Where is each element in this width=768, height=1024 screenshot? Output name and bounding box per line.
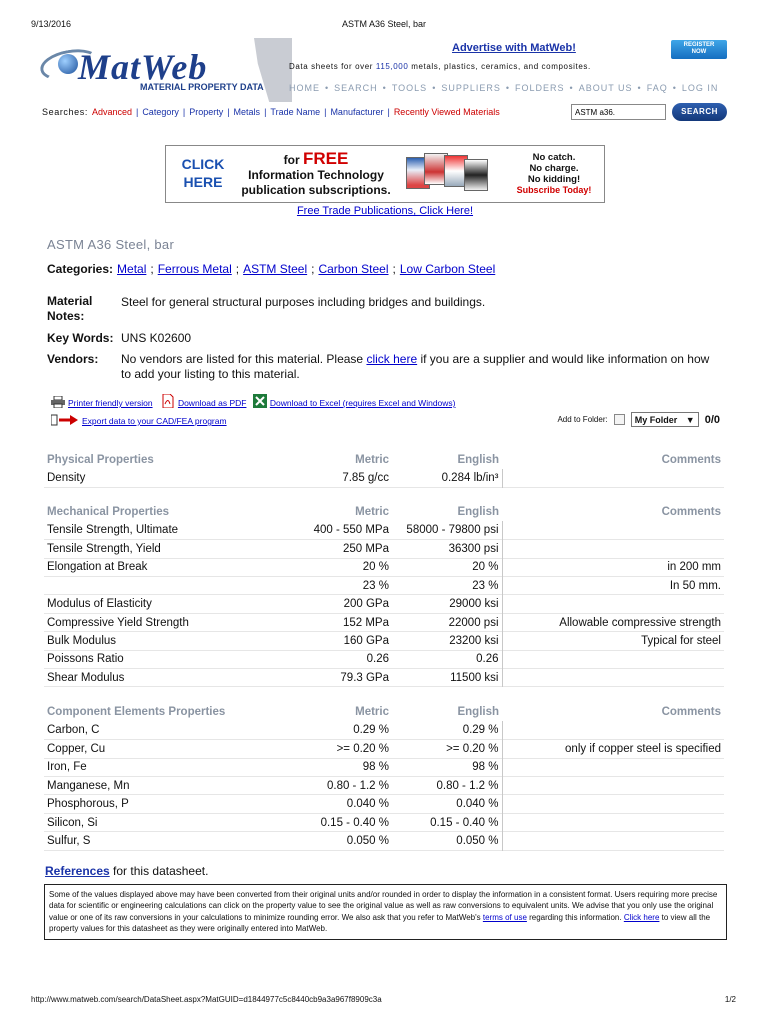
metric-value-cell[interactable]: 152 MPa	[342, 616, 389, 629]
col-property: Component Elements Properties	[47, 706, 226, 719]
metric-value-cell[interactable]: 400 - 550 MPa	[249, 521, 392, 539]
mechanical-properties-table	[44, 503, 724, 687]
recently-viewed-link[interactable]: Recently Viewed Materials	[393, 107, 500, 117]
table-header-row	[44, 503, 724, 521]
notes-label-2: Notes:	[47, 309, 85, 323]
property-name-cell: Silicon, Si	[47, 816, 98, 829]
property-name-cell: Bulk Modulus	[44, 632, 249, 650]
english-value-cell[interactable]: 0.26	[392, 650, 502, 668]
english-value-cell[interactable]: 29000 ksi	[392, 595, 502, 613]
view-original-values-link[interactable]: Click here	[623, 912, 660, 922]
excel-icon[interactable]	[253, 394, 267, 406]
metric-value-cell[interactable]: 0.29 %	[249, 721, 392, 739]
category-metal-link[interactable]: Metal	[117, 262, 147, 276]
page-title: ASTM A36 Steel, bar	[47, 237, 175, 252]
english-value-cell[interactable]: 23200 ksi	[392, 632, 502, 650]
nav-separator: •	[325, 83, 330, 93]
category-ferrous-metal-link[interactable]: Ferrous Metal	[157, 262, 232, 276]
search-button[interactable]: SEARCH	[672, 103, 727, 121]
english-value-cell[interactable]: 23 %	[392, 577, 502, 595]
english-value-cell[interactable]: 11500 ksi	[392, 669, 502, 687]
search-advanced-link[interactable]: Advanced	[91, 107, 132, 117]
add-to-folder-label: Add to Folder:	[557, 415, 608, 424]
ad-line2: Information Technology	[248, 168, 384, 182]
metric-value-cell[interactable]: 250 MPa	[342, 542, 389, 555]
col-english: English	[457, 706, 499, 719]
comments-cell	[502, 813, 724, 831]
nav-tools[interactable]: TOOLS	[391, 83, 428, 93]
table-header-row	[44, 703, 724, 721]
ad-subscribe[interactable]: Subscribe Today!	[516, 185, 592, 195]
property-name-cell: Sulfur, S	[44, 832, 249, 850]
comments-cell: Typical for steel	[502, 632, 724, 650]
add-to-folder-checkbox[interactable]	[614, 414, 625, 425]
nav-faq[interactable]: FAQ	[646, 83, 668, 93]
table-row	[44, 832, 724, 850]
nav-log-in[interactable]: LOG IN	[681, 83, 719, 93]
property-name-cell: Carbon, C	[44, 721, 249, 739]
english-value-cell[interactable]: 22000 psi	[392, 613, 502, 631]
table-row	[44, 595, 724, 613]
searches-bar: Searches: Advanced | Category | Property | Metals | Trade Name | Manufacturer | Recently Viewed Materials	[42, 107, 500, 117]
col-comments: Comments	[661, 506, 721, 519]
keywords-value: UNS K02600	[121, 331, 192, 345]
ad-free: FREE	[303, 149, 349, 168]
nav-suppliers[interactable]: SUPPLIERS	[441, 83, 501, 93]
property-name-cell: Modulus of Elasticity	[44, 595, 249, 613]
physical-properties-table	[44, 451, 724, 488]
table-body	[44, 521, 724, 687]
comments-cell: In 50 mm.	[669, 579, 721, 592]
disclaimer-p2: regarding this information.	[526, 912, 624, 922]
property-name-cell	[44, 577, 249, 595]
metric-value-cell[interactable]: 0.050 %	[249, 832, 392, 850]
property-name-cell: Compressive Yield Strength	[47, 616, 189, 629]
metric-value-cell[interactable]: >= 0.20 %	[336, 742, 389, 755]
property-name-cell: Iron, Fe	[44, 758, 249, 776]
download-excel-link[interactable]: Download to Excel (requires Excel and Windows)	[269, 398, 456, 408]
ad-right-3: No kidding!	[527, 174, 581, 185]
printer-friendly-link[interactable]: Printer friendly version	[68, 398, 153, 408]
print-title: ASTM A36 Steel, bar	[341, 19, 427, 29]
property-name-cell: Phosphorous, P	[44, 795, 249, 813]
references-link[interactable]: References	[45, 864, 110, 878]
print-date: 9/13/2016	[31, 19, 72, 29]
material-notes-label	[47, 294, 92, 324]
search-trade-name-link[interactable]: Trade Name	[270, 107, 321, 117]
property-name-cell: Tensile Strength, Yield	[47, 542, 161, 555]
ad-headline	[236, 151, 396, 198]
folder-select-value: My Folder	[634, 414, 678, 425]
search-input[interactable]	[571, 104, 666, 120]
vendors-text	[121, 352, 727, 382]
col-english: English	[457, 506, 499, 519]
sheets-pre: Data sheets for over	[289, 62, 376, 71]
tools-row	[51, 394, 456, 408]
english-value-cell[interactable]: 0.284 lb/in³	[392, 469, 502, 487]
comments-cell	[502, 669, 724, 687]
comments-cell	[502, 832, 724, 850]
ad-tagline	[509, 152, 599, 196]
comments-cell	[502, 721, 724, 739]
printer-icon[interactable]	[51, 396, 65, 408]
col-metric: Metric	[355, 706, 389, 719]
ad-banner[interactable]	[165, 145, 605, 203]
nav-separator: •	[432, 83, 437, 93]
metric-value-cell[interactable]: 200 GPa	[249, 595, 392, 613]
col-property: Mechanical Properties	[47, 506, 170, 519]
col-metric: Metric	[355, 454, 389, 467]
property-name-cell: Manganese, Mn	[47, 779, 130, 792]
table-row	[44, 795, 724, 813]
vendors-line2: to add your listing to this material.	[121, 367, 300, 381]
col-comments: Comments	[661, 454, 721, 467]
register-now-label: NOW	[691, 49, 707, 55]
metric-value-cell[interactable]: 23 %	[362, 579, 389, 592]
chevron-down-icon: ▼	[685, 414, 695, 425]
table-row	[44, 469, 724, 487]
metric-value-cell[interactable]: 0.80 - 1.2 %	[326, 779, 389, 792]
material-notes: Steel for general structural purposes including bridges and buildings.	[121, 295, 486, 309]
metric-value-cell[interactable]: 0.26	[366, 653, 389, 666]
export-cad-link[interactable]: Export data to your CAD/FEA program	[82, 416, 227, 426]
ad-click-here[interactable]: CLICK HERE	[181, 156, 225, 190]
keywords-label: Key Words:	[47, 331, 114, 345]
ad-right-2: No charge.	[529, 163, 579, 174]
print-url: http://www.matweb.com/search/DataSheet.aspx?MatGUID=d1844977c5c8440cb9a3a967f8909c3a	[31, 995, 382, 1004]
table-row	[44, 632, 724, 650]
folder-select[interactable]	[631, 412, 699, 427]
table-row	[44, 777, 724, 795]
nav-separator: •	[382, 83, 387, 93]
nav-separator: •	[672, 83, 677, 93]
comments-cell: in 200 mm	[502, 558, 724, 576]
ad-right-1: No catch.	[532, 152, 576, 163]
cad-export-row	[51, 414, 227, 426]
comments-cell: Allowable compressive strength	[559, 616, 721, 629]
vendors-post: if you are a supplier and would like information on how	[417, 352, 710, 366]
ad-line3: publication subscriptions.	[241, 183, 391, 197]
print-page-number: 1/2	[724, 995, 736, 1004]
category-low-carbon-steel-link[interactable]: Low Carbon Steel	[399, 262, 496, 276]
register-label: REGISTER	[683, 42, 715, 48]
metric-value-cell[interactable]: 0.15 - 0.40 %	[320, 816, 389, 829]
category-astm-steel-link[interactable]: ASTM Steel	[243, 262, 308, 276]
logo-tagline: MATERIAL PROPERTY DATA	[140, 82, 264, 92]
vendors-pre: No vendors are listed for this material. Please	[121, 352, 367, 366]
table-row	[44, 721, 724, 739]
ad-for: for	[283, 153, 303, 167]
table-row	[44, 758, 724, 776]
free-trade-link[interactable]: Free Trade Publications, Click Here!	[296, 205, 474, 217]
comments-cell: only if copper steel is specified	[565, 742, 721, 755]
search-property-link[interactable]: Property	[189, 107, 224, 117]
sheets-count: 115,000	[375, 62, 409, 71]
table-row	[44, 650, 724, 668]
vendor-click-here-link[interactable]: click here	[366, 352, 418, 366]
categories-row: Categories: Metal ; Ferrous Metal ; ASTM Steel ; Carbon Steel ; Low Carbon Steel	[47, 262, 496, 276]
metric-value-cell[interactable]: 160 GPa	[249, 632, 392, 650]
comments-cell	[502, 521, 724, 539]
metric-value-cell[interactable]: 79.3 GPa	[249, 669, 392, 687]
nav-folders[interactable]: FOLDERS	[515, 83, 565, 93]
advertise-link[interactable]: Advertise with MatWeb!	[452, 42, 576, 54]
property-name-cell: Density	[44, 469, 249, 487]
comments-cell	[502, 469, 724, 487]
property-name-cell: Tensile Strength, Ultimate	[44, 521, 249, 539]
english-value-cell[interactable]: 0.29 %	[392, 721, 502, 739]
logo-curve-decoration	[254, 38, 292, 102]
nav-about-us[interactable]: ABOUT US	[578, 83, 633, 93]
disclaimer-p3: to view all the property values for this datasheet as they were originally entered into MatWeb.	[49, 912, 711, 934]
component-elements-table	[44, 703, 724, 851]
searches-label: Searches:	[42, 107, 88, 117]
globe-icon	[58, 54, 78, 74]
pdf-icon[interactable]	[161, 394, 175, 406]
vendors-label: Vendors:	[47, 352, 99, 366]
table-row	[44, 613, 724, 631]
comments-cell	[502, 795, 724, 813]
matweb-logo[interactable]: MatWeb	[78, 47, 208, 87]
sheets-post: metals, plastics, ceramics, and composites.	[408, 62, 591, 71]
english-value-cell[interactable]: 36300 psi	[392, 540, 502, 558]
nav-search[interactable]: SEARCH	[334, 83, 378, 93]
col-property: Physical Properties	[47, 454, 154, 467]
table-header-row	[44, 451, 724, 469]
arrow-icon[interactable]	[51, 414, 79, 426]
nav-separator: •	[569, 83, 574, 93]
col-english: English	[457, 454, 499, 467]
nav-home[interactable]: HOME	[289, 83, 320, 93]
table-body	[44, 721, 724, 850]
property-name-cell: Shear Modulus	[44, 669, 249, 687]
notes-label-1: Material	[47, 294, 93, 308]
table-row	[44, 521, 724, 539]
top-navigation	[289, 83, 718, 93]
metric-value-cell[interactable]: 7.85 g/cc	[249, 469, 392, 487]
magazine-covers-image	[406, 151, 496, 197]
nav-separator: •	[505, 83, 511, 93]
nav-separator: •	[637, 83, 642, 93]
comments-cell	[502, 595, 724, 613]
table-row	[44, 540, 724, 558]
comments-cell	[502, 650, 724, 668]
col-comments: Comments	[661, 706, 721, 719]
search-category-link[interactable]: Category	[142, 107, 179, 117]
col-metric: Metric	[355, 506, 389, 519]
comments-cell	[502, 777, 724, 795]
add-to-folder	[557, 412, 720, 427]
metric-value-cell[interactable]: 20 %	[249, 558, 392, 576]
english-value-cell[interactable]: 58000 - 79800 psi	[392, 521, 502, 539]
property-name-cell: Elongation at Break	[44, 558, 249, 576]
disclaimer-p1: Some of the values displayed above may have been converted from their original units and/or rounded in order to display the information in a consistent format. Users requiring more precise data for scientific or engineering calculations can click on the property value to see the original value as well as raw conversions to equivalent units. We advise that you only use the original value or one of its raw conversions in your calculations to minimize rounding error. We also ask that you refer to MatWeb's	[49, 890, 718, 922]
table-body	[44, 469, 724, 487]
table-row	[44, 558, 724, 576]
search-manufacturer-link[interactable]: Manufacturer	[330, 107, 384, 117]
disclaimer-box	[44, 884, 727, 940]
property-name-cell: Poissons Ratio	[47, 653, 124, 666]
english-value-cell[interactable]: 0.040 %	[392, 795, 502, 813]
references-line	[45, 864, 208, 878]
english-value-cell[interactable]: 0.050 %	[392, 832, 502, 850]
references-text: for this datasheet.	[109, 864, 209, 878]
categories-label: Categories:	[47, 262, 114, 276]
category-carbon-steel-link[interactable]: Carbon Steel	[318, 262, 389, 276]
search-metals-link[interactable]: Metals	[233, 107, 261, 117]
metric-value-cell[interactable]: 98 %	[249, 758, 392, 776]
property-name-cell: Copper, Cu	[47, 742, 106, 755]
folder-count: 0/0	[704, 413, 720, 426]
table-row	[44, 740, 724, 758]
datasheet-count-line	[289, 62, 591, 71]
download-pdf-link[interactable]: Download as PDF	[177, 398, 247, 408]
table-row	[44, 577, 724, 595]
english-value-cell[interactable]: >= 0.20 %	[392, 740, 502, 758]
english-value-cell[interactable]: 98 %	[392, 758, 502, 776]
english-value-cell[interactable]: 20 %	[392, 558, 502, 576]
table-row	[44, 813, 724, 831]
table-row	[44, 669, 724, 687]
comments-cell	[502, 540, 724, 558]
terms-of-use-link[interactable]: terms of use	[482, 912, 527, 922]
register-now-button[interactable]	[671, 40, 727, 59]
metric-value-cell[interactable]: 0.040 %	[249, 795, 392, 813]
english-value-cell[interactable]: 0.80 - 1.2 %	[392, 777, 502, 795]
comments-cell	[502, 758, 724, 776]
english-value-cell[interactable]: 0.15 - 0.40 %	[392, 813, 502, 831]
